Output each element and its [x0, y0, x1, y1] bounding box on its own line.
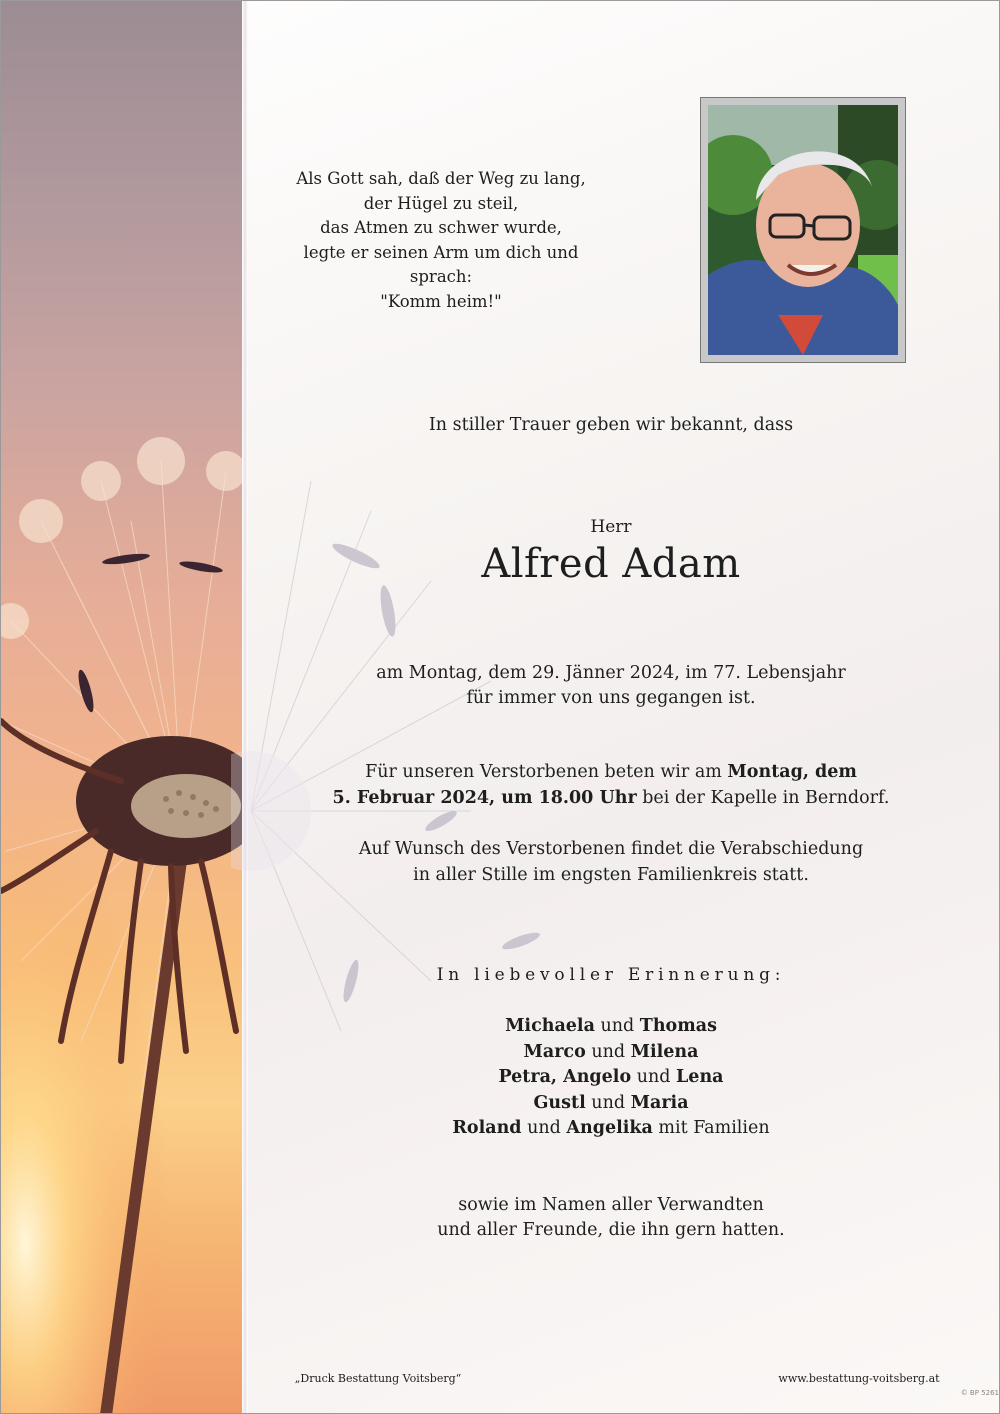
- poem-block: [291, 167, 591, 314]
- portrait-photo: [708, 105, 898, 355]
- poem-line: Als Gott sah, daß der Weg zu lang,: [296, 169, 586, 188]
- family-name: Lena: [676, 1067, 724, 1087]
- family-join: und: [585, 1041, 631, 1062]
- death-phrase-line: für immer von uns gegangen ist.: [466, 688, 756, 708]
- family-join: und: [594, 1016, 640, 1036]
- poem-line: "Komm heim!": [380, 291, 502, 311]
- deceased-name: Alfred Adam: [481, 541, 741, 587]
- dandelion-illustration: [1, 1, 243, 1414]
- family-name: Marco: [523, 1041, 586, 1062]
- prayer-date-time: 5. Februar 2024, um 18.00 Uhr: [332, 787, 637, 808]
- announcement-text: In stiller Trauer geben wir bekannt, dass: [428, 415, 794, 435]
- family-name: Petra, Angelo: [498, 1067, 632, 1087]
- death-details: [321, 661, 901, 711]
- salutation: Herr: [590, 517, 632, 537]
- family-name: Maria: [630, 1092, 689, 1113]
- farewell-text: [301, 836, 921, 888]
- farewell-line: Auf Wunsch des Verstorbenen findet die Verabschiedung: [358, 839, 864, 859]
- family-name: Michaela: [505, 1016, 595, 1036]
- family-suffix: mit Familien: [652, 1118, 770, 1138]
- prayer-intro: Für unseren Verstorbenen beten wir am: [365, 762, 728, 782]
- prayer-day: Montag, dem: [727, 762, 857, 782]
- printer-credit: „Druck Bestattung Voitsberg“: [294, 1372, 462, 1385]
- farewell-line: in aller Stille im engsten Familienkreis statt.: [413, 865, 809, 885]
- family-line: [381, 1040, 841, 1066]
- family-list: [381, 1014, 841, 1142]
- poem-line: der Hügel zu steil,: [363, 193, 519, 213]
- family-line: [381, 1116, 841, 1142]
- prayer-service-text: [301, 760, 921, 811]
- family-join: und: [631, 1067, 676, 1087]
- family-name: Thomas: [639, 1016, 717, 1036]
- family-name: Gustl: [533, 1092, 586, 1113]
- family-name: Angelika: [566, 1118, 653, 1138]
- family-join: und: [585, 1092, 631, 1113]
- death-date-line: am Montag, dem 29. Jänner 2024, im 77. Lebensjahr: [376, 663, 846, 683]
- website-link[interactable]: www.bestattung-voitsberg.at: [778, 1372, 940, 1385]
- poem-line: legte er seinen Arm um dich und sprach:: [303, 242, 579, 286]
- relatives-text: [361, 1193, 861, 1243]
- memory-heading: In liebevoller Erinnerung:: [436, 965, 786, 985]
- family-name: Milena: [630, 1041, 699, 1062]
- dandelion-image-panel: [1, 1, 243, 1414]
- family-line: [381, 1091, 841, 1117]
- family-line: [381, 1014, 841, 1040]
- family-name: Roland: [452, 1118, 522, 1138]
- relatives-line: und aller Freunde, die ihn gern hatten.: [437, 1220, 785, 1240]
- portrait-frame: [700, 97, 906, 363]
- poem-line: das Atmen zu schwer wurde,: [320, 218, 562, 237]
- prayer-location: bei der Kapelle in Berndorf.: [636, 787, 890, 808]
- document-code: © BP 5261: [960, 1389, 999, 1397]
- family-join: und: [521, 1118, 567, 1138]
- relatives-line: sowie im Namen aller Verwandten: [458, 1195, 764, 1215]
- family-line: [381, 1065, 841, 1091]
